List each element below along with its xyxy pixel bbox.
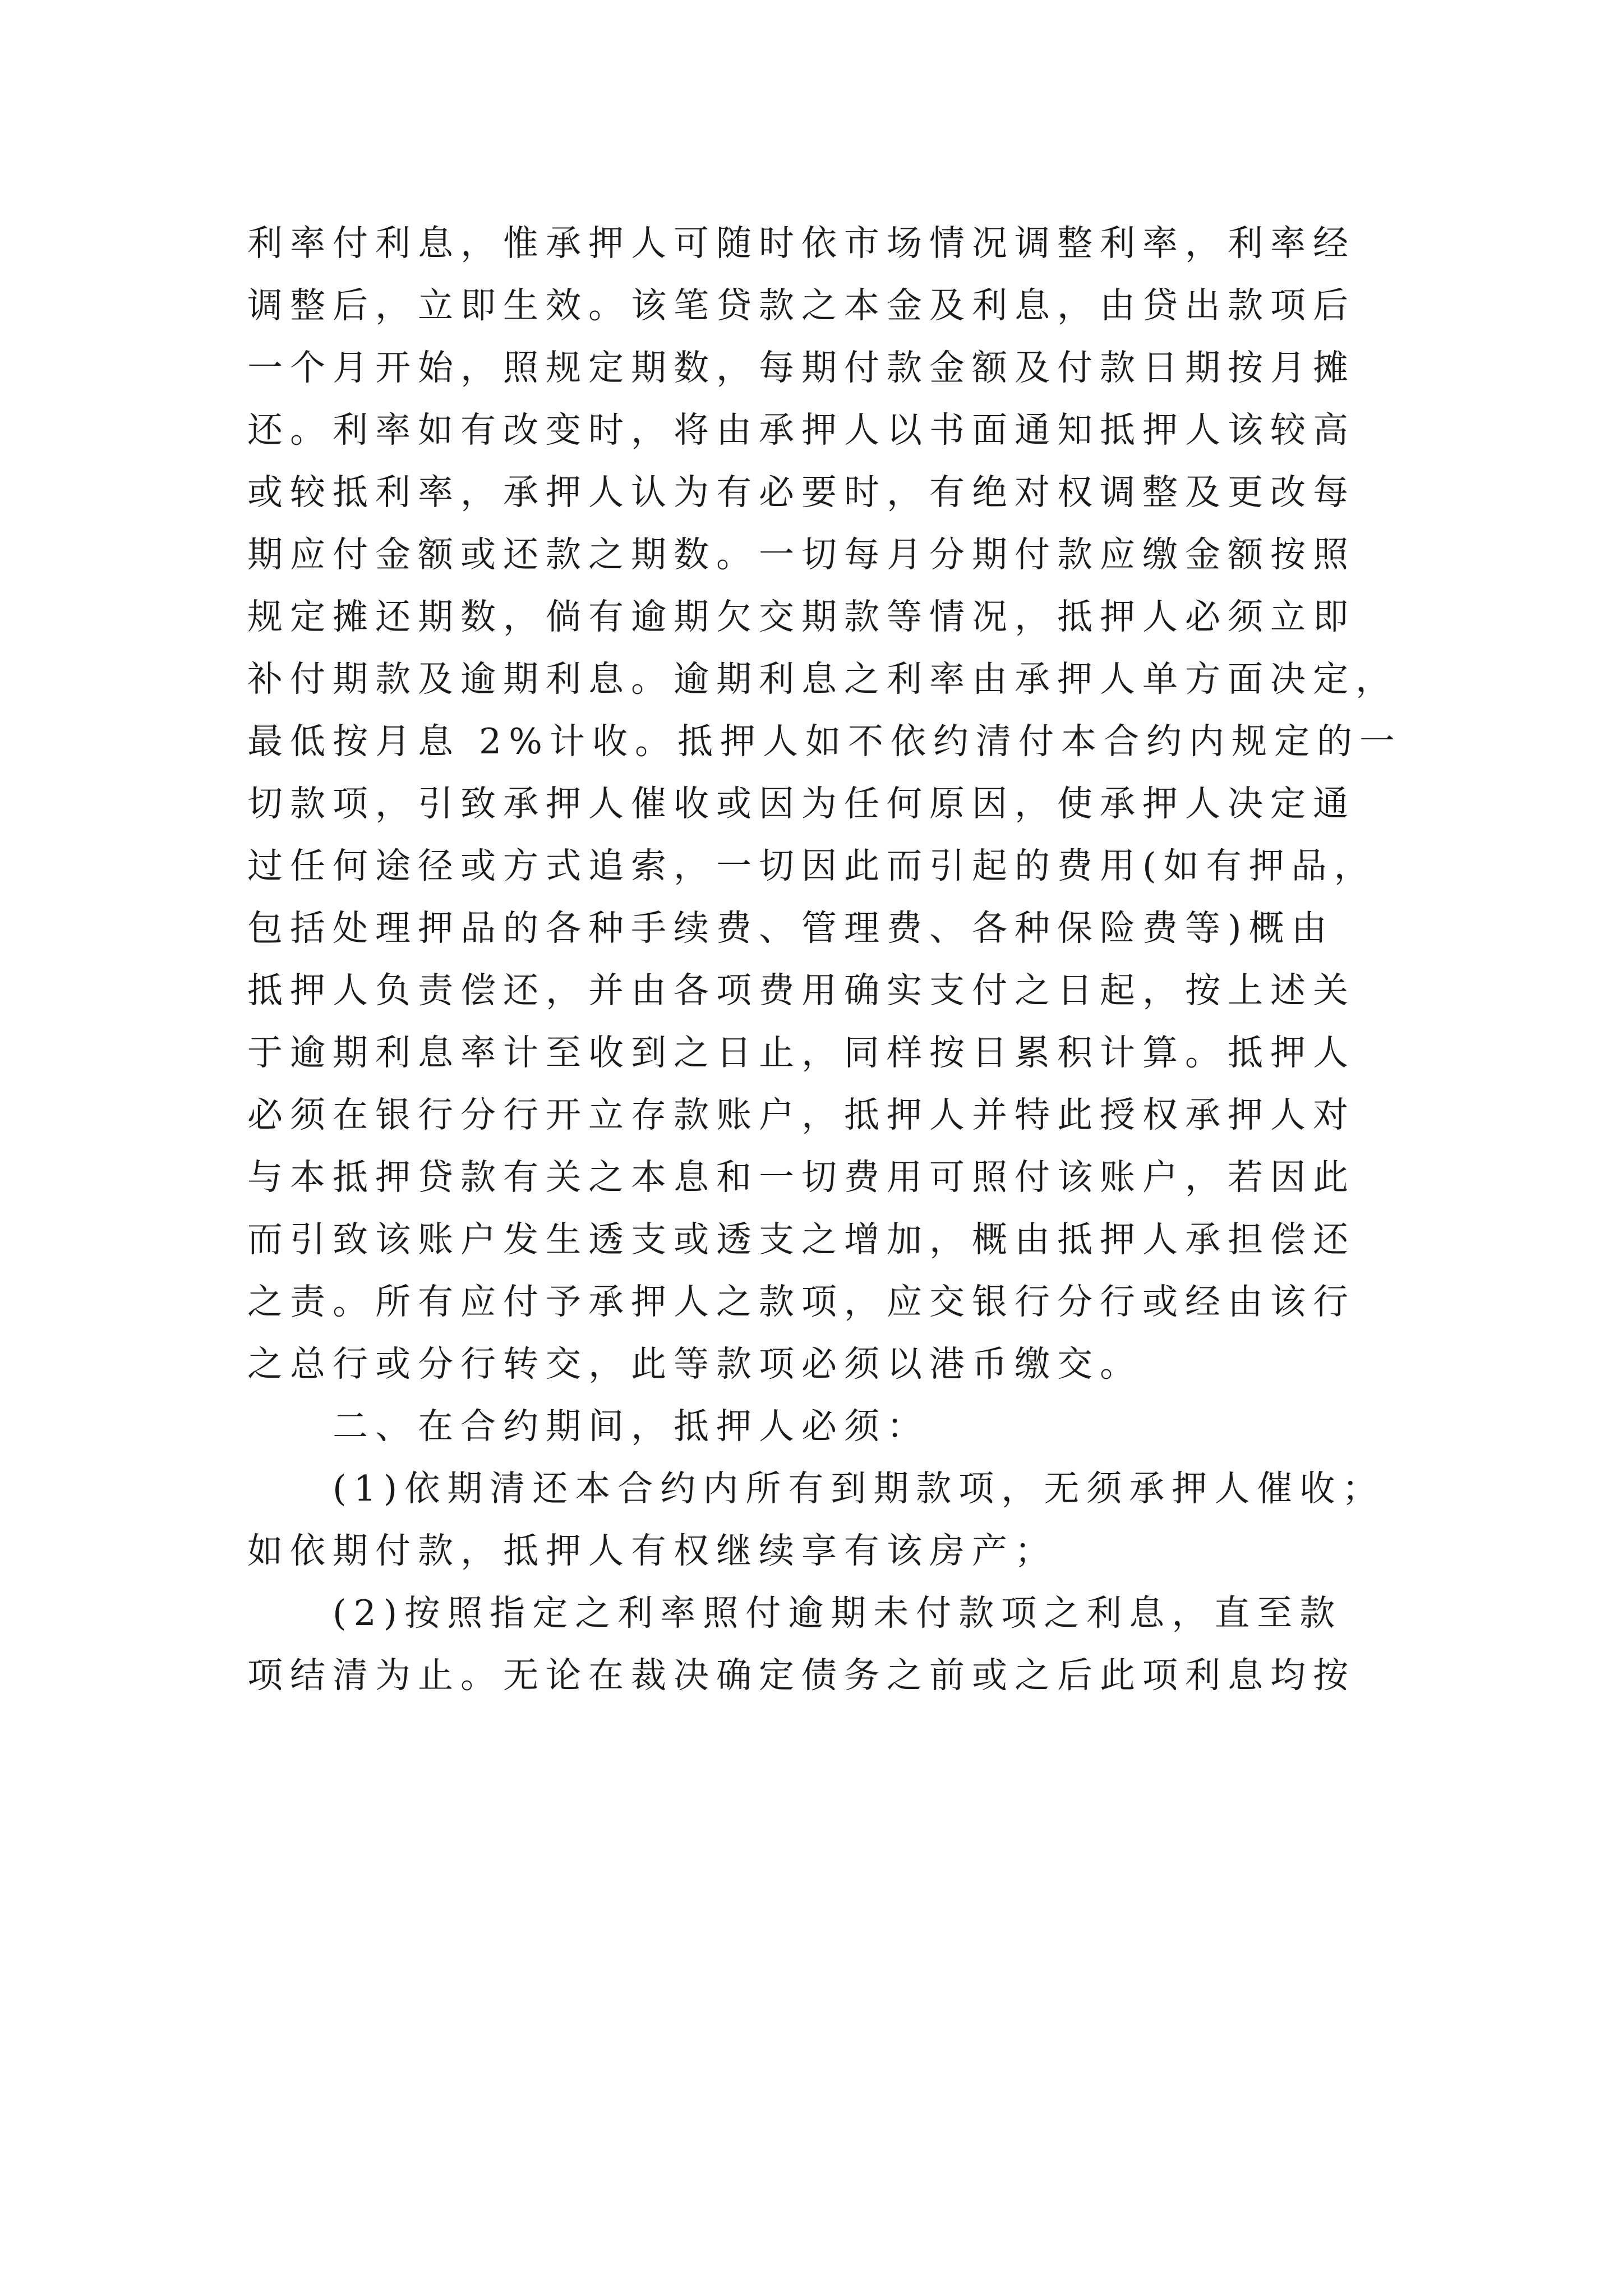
text-line-7: 规定摊还期数，倘有逾期欠交期款等情况，抵押人必须立即	[247, 596, 1355, 637]
clause-1-line-2: 如依期付款，抵押人有权继续享有该房产；	[247, 1530, 1057, 1571]
text-line-8: 补付期款及逾期利息。逾期利息之利率由承押人单方面决定，	[247, 659, 1398, 700]
text-line-5: 或较抵利率，承押人认为有必要时，有绝对权调整及更改每	[247, 472, 1355, 513]
text-line-3: 一个月开始，照规定期数，每期付款金额及付款日期按月摊	[247, 347, 1355, 388]
text-line-12: 包括处理押品的各种手续费、管理费、各种保险费等)概由	[247, 908, 1334, 949]
section-heading-2: 二、在合约期间，抵押人必须：	[333, 1406, 929, 1447]
text-line-19: 之总行或分行转交，此等款项必须以港币缴交。	[247, 1343, 1142, 1384]
body-text	[247, 212, 1408, 1706]
text-line-11: 过任何途径或方式追索，一切因此而引起的费用(如有押品，	[247, 845, 1377, 886]
text-line-13: 抵押人负责偿还，并由各项费用确实支付之日起，按上述关	[247, 970, 1355, 1011]
text-line-16: 与本抵押贷款有关之本息和一切费用可照付该账户，若因此	[247, 1157, 1355, 1198]
text-line-4: 还。利率如有改变时，将由承押人以书面通知抵押人该较高	[247, 409, 1355, 450]
text-line-1: 利率付利息，惟承押人可随时依市场情况调整利率，利率经	[247, 223, 1355, 264]
text-line-15: 必须在银行分行开立存款账户，抵押人并特此授权承押人对	[247, 1094, 1355, 1135]
text-line-10: 切款项，引致承押人催收或因为任何原因，使承押人决定通	[247, 783, 1355, 824]
text-line-6: 期应付金额或还款之期数。一切每月分期付款应缴金额按照	[247, 534, 1355, 575]
text-line-14: 于逾期利息率计至收到之日止，同样按日累积计算。抵押人	[247, 1032, 1355, 1073]
text-line-18: 之责。所有应付予承押人之款项，应交银行分行或经由该行	[247, 1281, 1355, 1322]
clause-1-line-1: (1)依期清还本合约内所有到期款项，无须承押人催收；	[333, 1468, 1385, 1509]
text-line-17: 而引致该账户发生透支或透支之增加，概由抵押人承担偿还	[247, 1219, 1355, 1260]
text-line-2: 调整后，立即生效。该笔贷款之本金及利息，由贷出款项后	[247, 285, 1355, 326]
clause-2-line-2: 项结清为止。无论在裁决确定债务之前或之后此项利息均按	[247, 1655, 1355, 1696]
text-line-9: 最低按月息 2%计收。抵押人如不依约清付本合约内规定的一	[247, 721, 1402, 762]
clause-2-line-1: (2)按照指定之利率照付逾期未付款项之利息，直至款	[333, 1593, 1343, 1634]
